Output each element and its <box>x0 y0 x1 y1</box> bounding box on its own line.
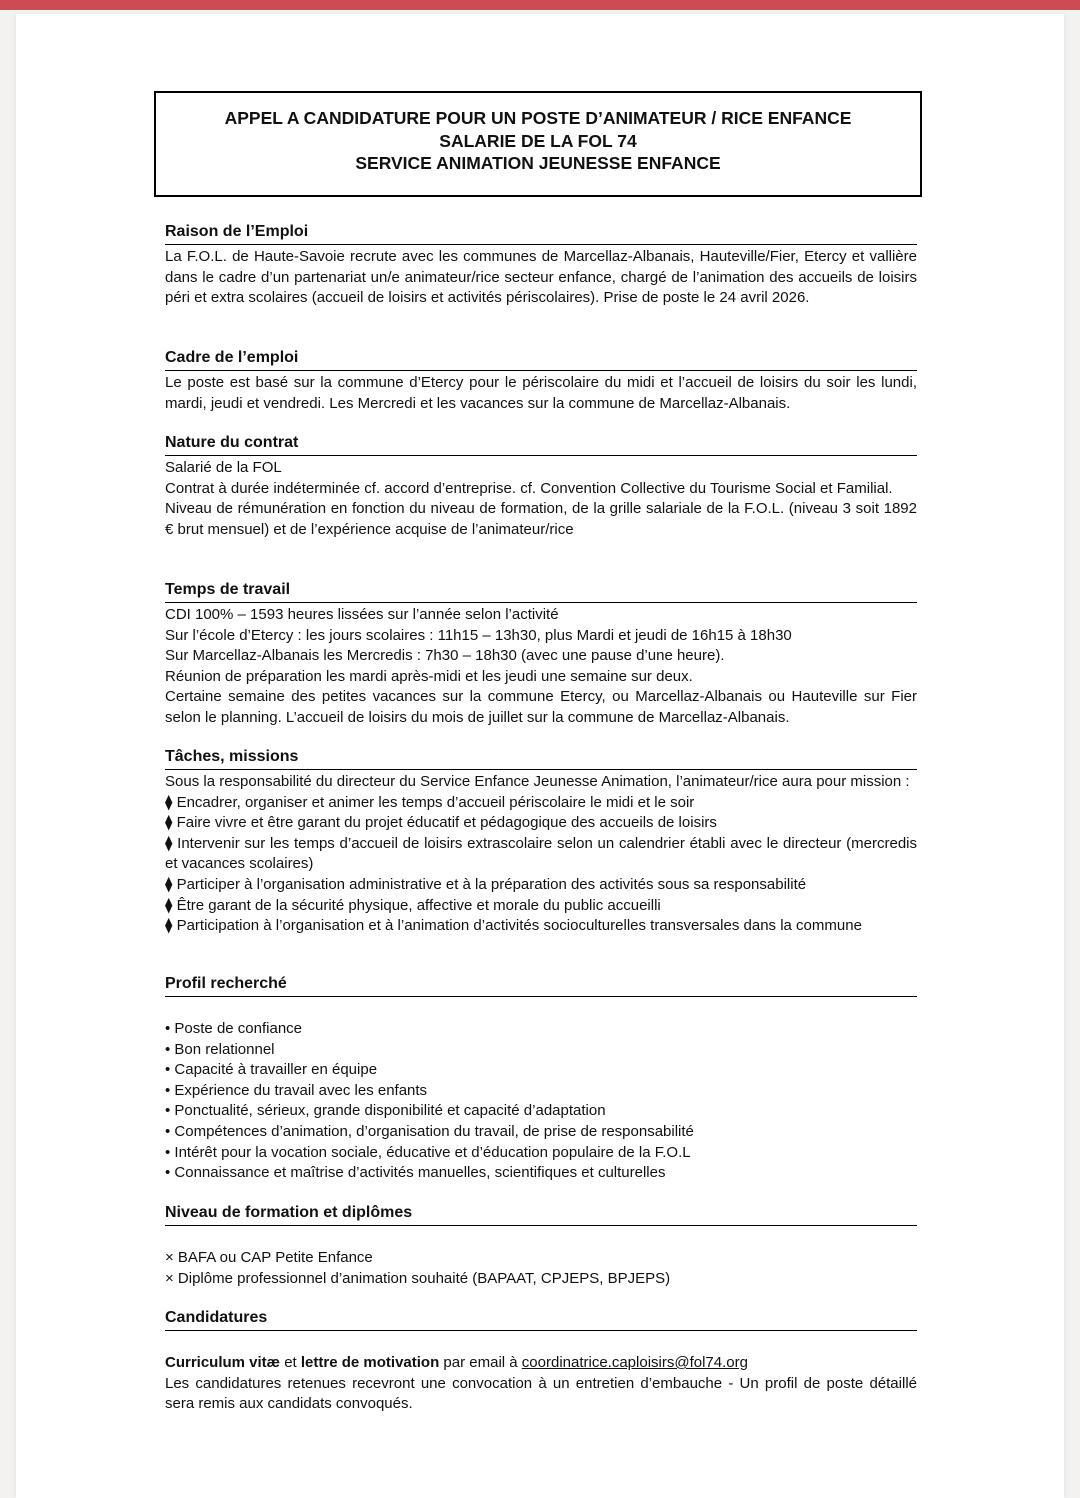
paragraph: CDI 100% – 1593 heures lissées sur l’année selon l’activité <box>165 606 559 623</box>
list-item: • Connaissance et maîtrise d’activités manuelles, scientifiques et culturelles <box>165 1164 666 1182</box>
list-item: • Ponctualité, sérieux, grande disponibilité et capacité d’adaptation <box>165 1102 606 1120</box>
paragraph: Contrat à durée indéterminée cf. accord d’entreprise. cf. Convention Collective du Tourisme Social et Familial. <box>165 479 893 497</box>
paragraph: La F.O.L. de Haute-Savoie recrute avec les communes de Marcellaz-Albanais, Hauteville/Fier, Etercy et vallière dans le cadre d’un partenariat un/e animateur/rice secteur enfance, chargé de l’animation des accueils de loisirs péri et extra scolaires (accueil de loisirs et activités périscolaires). Prise de poste le 24 avril 2026. <box>165 248 917 307</box>
list-item: • Expérience du travail avec les enfants <box>165 1081 428 1099</box>
section-heading: Tâches, missions <box>165 747 917 770</box>
list-item: • Poste de confiance <box>165 1020 303 1037</box>
paragraph: Le poste est basé sur la commune d’Etercy pour le périscolaire du midi et l’accueil de loisirs du soir les lundi, mardi, jeudi et vendredi. Les Mercredi et les vacances sur la commune de Marcellaz-Albanais. <box>165 374 917 412</box>
paragraph: Niveau de rémunération en fonction du niveau de formation, de la grille salariale de la F.O.L. (niveau 3 soit 1892 € brut mensuel) et de l’expérience acquise de l’animateur/rice <box>165 500 917 538</box>
section-heading: Candidatures <box>165 1308 917 1331</box>
top-bar <box>0 0 1080 10</box>
list-item: × Diplôme professionnel d’animation souhaité (BAPAAT, CPJEPS, BPJEPS) <box>165 1269 671 1287</box>
paragraph: Certaine semaine des petites vacances sur la commune Etercy, ou Marcellaz-Albanais ou Hauteville sur Fier selon le planning. L’accueil de loisirs du mois de juillet sur la commune de Marcellaz-Albanais. <box>165 688 917 726</box>
section-temps <box>165 580 917 729</box>
section-cadre <box>165 348 917 414</box>
list-item: • Bon relationnel <box>165 1040 275 1058</box>
paragraph: Sur l’école d’Etercy : les jours scolaires : 11h15 – 13h30, plus Mardi et jeudi de 16h15 à 18h30 <box>165 626 792 644</box>
list-item: • Capacité à travailler en équipe <box>165 1061 378 1079</box>
title-line: SERVICE ANIMATION JEUNESSE ENFANCE <box>355 153 721 173</box>
title-line: APPEL A CANDIDATURE POUR UN POSTE D’ANIMATEUR / RICE ENFANCE <box>224 108 852 128</box>
cv-label: Curriculum vitæ <box>165 1354 281 1371</box>
list-item: ⧫ Participation à l’organisation et à l’animation d’activités socioculturelles transversales dans la commune <box>165 917 862 935</box>
letter-label: lettre de motivation <box>300 1354 440 1371</box>
title-line: SALARIE DE LA FOL 74 <box>439 130 637 151</box>
document-title <box>154 91 922 197</box>
section-raison <box>165 222 917 309</box>
section-candidatures <box>165 1308 917 1415</box>
paragraph: Salarié de la FOL <box>165 459 282 476</box>
section-taches <box>165 747 917 937</box>
paragraph: Réunion de préparation les mardi après-midi et les jeudi une semaine sur deux. <box>165 667 693 685</box>
text: et <box>280 1354 301 1371</box>
paragraph: Sur Marcellaz-Albanais les Mercredis : 7h30 – 18h30 (avec une pause d’une heure). <box>165 647 725 665</box>
section-heading: Raison de l’Emploi <box>165 222 917 245</box>
section-heading: Nature du contrat <box>165 433 917 456</box>
section-formation <box>165 1203 917 1289</box>
text: par email à <box>439 1354 522 1371</box>
list-item: ⧫ Être garant de la sécurité physique, affective et morale du public accueilli <box>165 896 661 914</box>
section-heading: Niveau de formation et diplômes <box>165 1203 917 1226</box>
section-profil <box>165 974 917 1184</box>
section-heading: Temps de travail <box>165 580 917 603</box>
list-item: ⧫ Faire vivre et être garant du projet éducatif et pédagogique des accueils de loisirs <box>165 814 717 832</box>
list-item: ⧫ Intervenir sur les temps d’accueil de loisirs extrascolaire selon un calendrier établi avec le directeur (mercredis et vacances scolaires) <box>165 834 917 873</box>
section-heading: Cadre de l’emploi <box>165 348 917 371</box>
paragraph: Sous la responsabilité du directeur du Service Enfance Jeunesse Animation, l’animateur/rice aura pour mission : <box>165 773 910 790</box>
list-item: • Intérêt pour la vocation sociale, éducative et d’éducation populaire de la F.O.L <box>165 1143 691 1161</box>
section-heading: Profil recherché <box>165 974 917 997</box>
list-item: • Compétences d’animation, d’organisation du travail, de prise de responsabilité <box>165 1122 694 1140</box>
list-item: × BAFA ou CAP Petite Enfance <box>165 1249 373 1266</box>
list-item: ⧫ Encadrer, organiser et animer les temps d’accueil périscolaire le midi et le soir <box>165 793 695 811</box>
list-item: ⧫ Participer à l’organisation administrative et à la préparation des activités sous sa responsabilité <box>165 875 807 893</box>
section-nature <box>165 433 917 540</box>
paragraph: Les candidatures retenues recevront une convocation à un entretien d’embauche - Un profil de poste détaillé sera remis aux candidats convoqués. <box>165 1374 917 1413</box>
email-link[interactable]: coordinatrice.caploisirs@fol74.org <box>521 1354 748 1371</box>
